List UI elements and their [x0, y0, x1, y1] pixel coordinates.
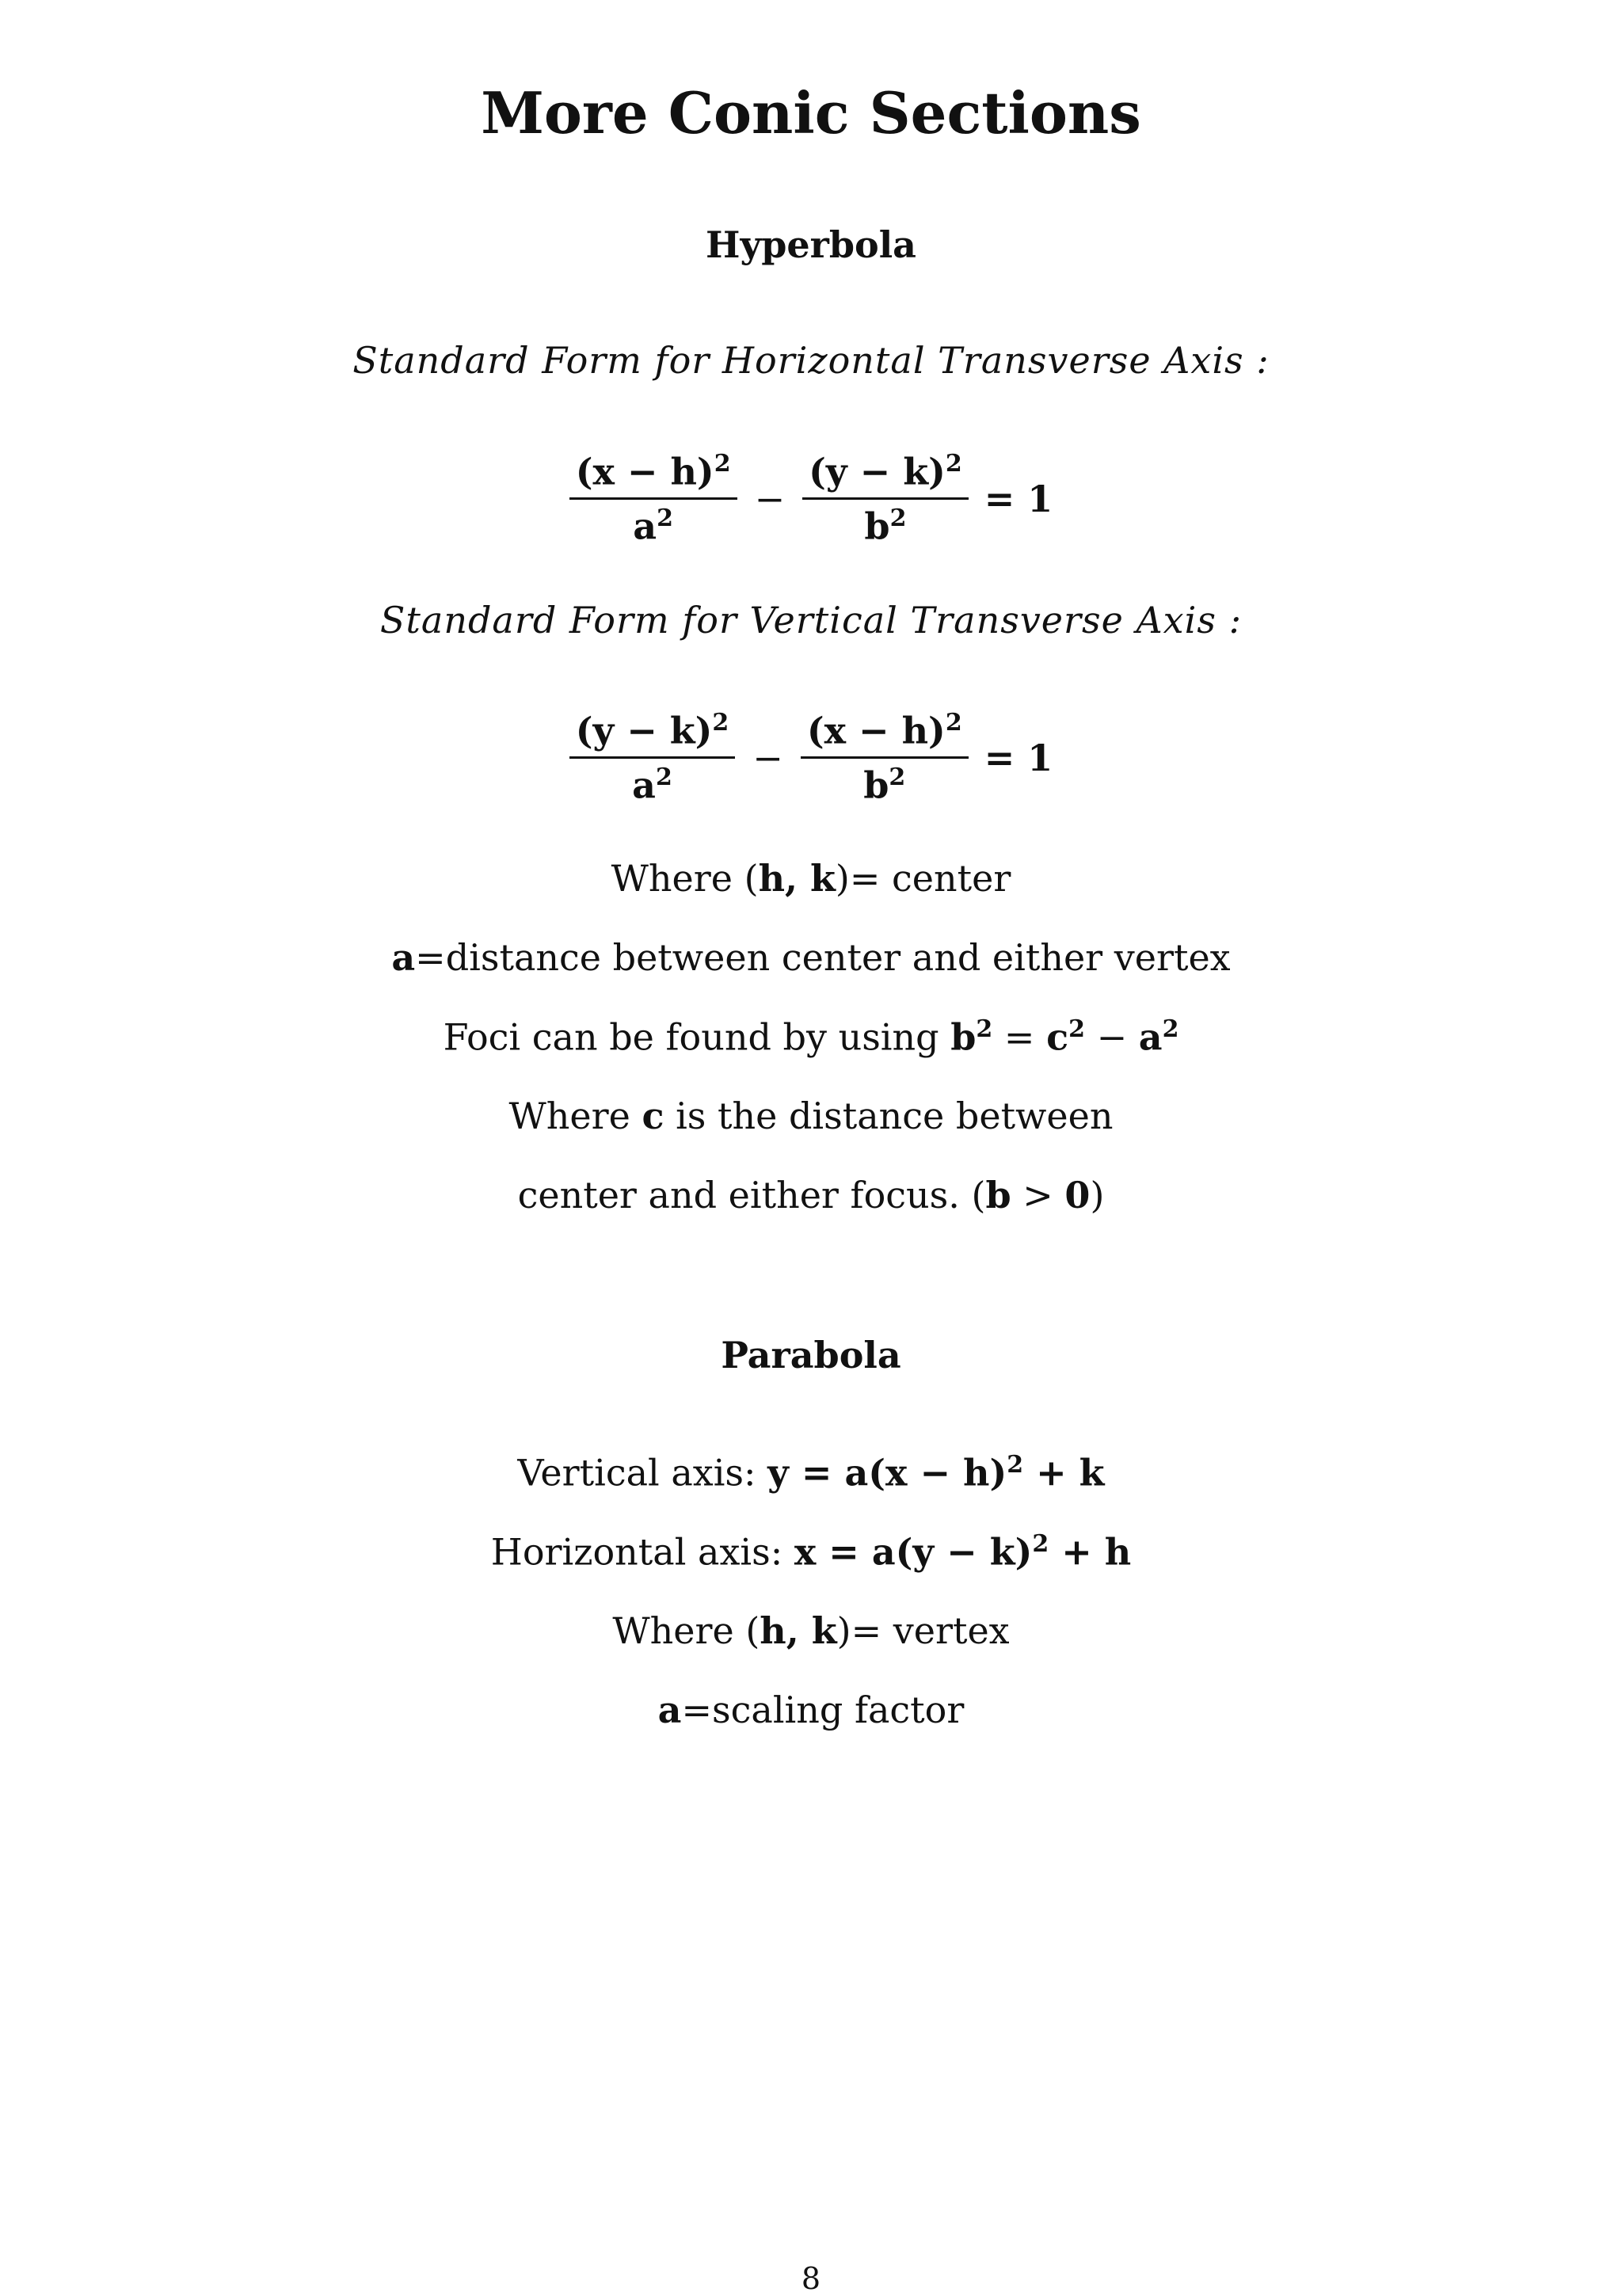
- focus-line: center and either focus. (b > 0): [517, 1174, 1105, 1217]
- horizontal-axis-label: Standard Form for Horizontal Transverse Axis :: [352, 339, 1270, 382]
- fraction-1: $\frac{(x - h)^2}{a^2}$: [569, 450, 737, 548]
- parabola-a-definition: a=scaling factor: [657, 1689, 965, 1731]
- horizontal-hyperbola-equation: [0, 450, 1622, 548]
- foci-formula-line: Foci can be found by using $b^2 = c^2 - a^2$: [443, 1015, 1179, 1059]
- hyperbola-heading: Hyperbola: [706, 223, 916, 266]
- parabola-heading: Parabola: [721, 1334, 901, 1376]
- vertical-hyperbola-equation: [0, 709, 1622, 807]
- page-title: More Conic Sections: [481, 79, 1141, 147]
- fraction-2: $\frac{(x - h)^2}{b^2}$: [801, 709, 969, 807]
- parabola-vertical-axis: Vertical axis: $y = a(x - h)^2 + k$: [517, 1451, 1105, 1494]
- minus-sign: −: [754, 477, 786, 520]
- fraction-2: $\frac{(y - k)^2}{b^2}$: [802, 450, 969, 548]
- parabola-vertex-line: Where (h, k)= vertex: [612, 1609, 1010, 1652]
- vertical-axis-label: Standard Form for Vertical Transverse Axis :: [379, 599, 1243, 642]
- hyperbola-center-line: Where (h, k)= center: [611, 857, 1011, 900]
- equation-rhs: = 1: [984, 477, 1053, 520]
- parabola-horizontal-axis: Horizontal axis: $x = a(y - k)^2 + h$: [490, 1530, 1132, 1574]
- fraction-1: $\frac{(y - k)^2}{a^2}$: [569, 709, 736, 807]
- hyperbola-a-definition: a=distance between center and either vertex: [391, 936, 1231, 979]
- equation-rhs: = 1: [984, 736, 1053, 779]
- c-definition-line: Where c is the distance between: [508, 1095, 1114, 1137]
- page-number: 8: [801, 2261, 821, 2296]
- minus-sign: −: [752, 736, 783, 779]
